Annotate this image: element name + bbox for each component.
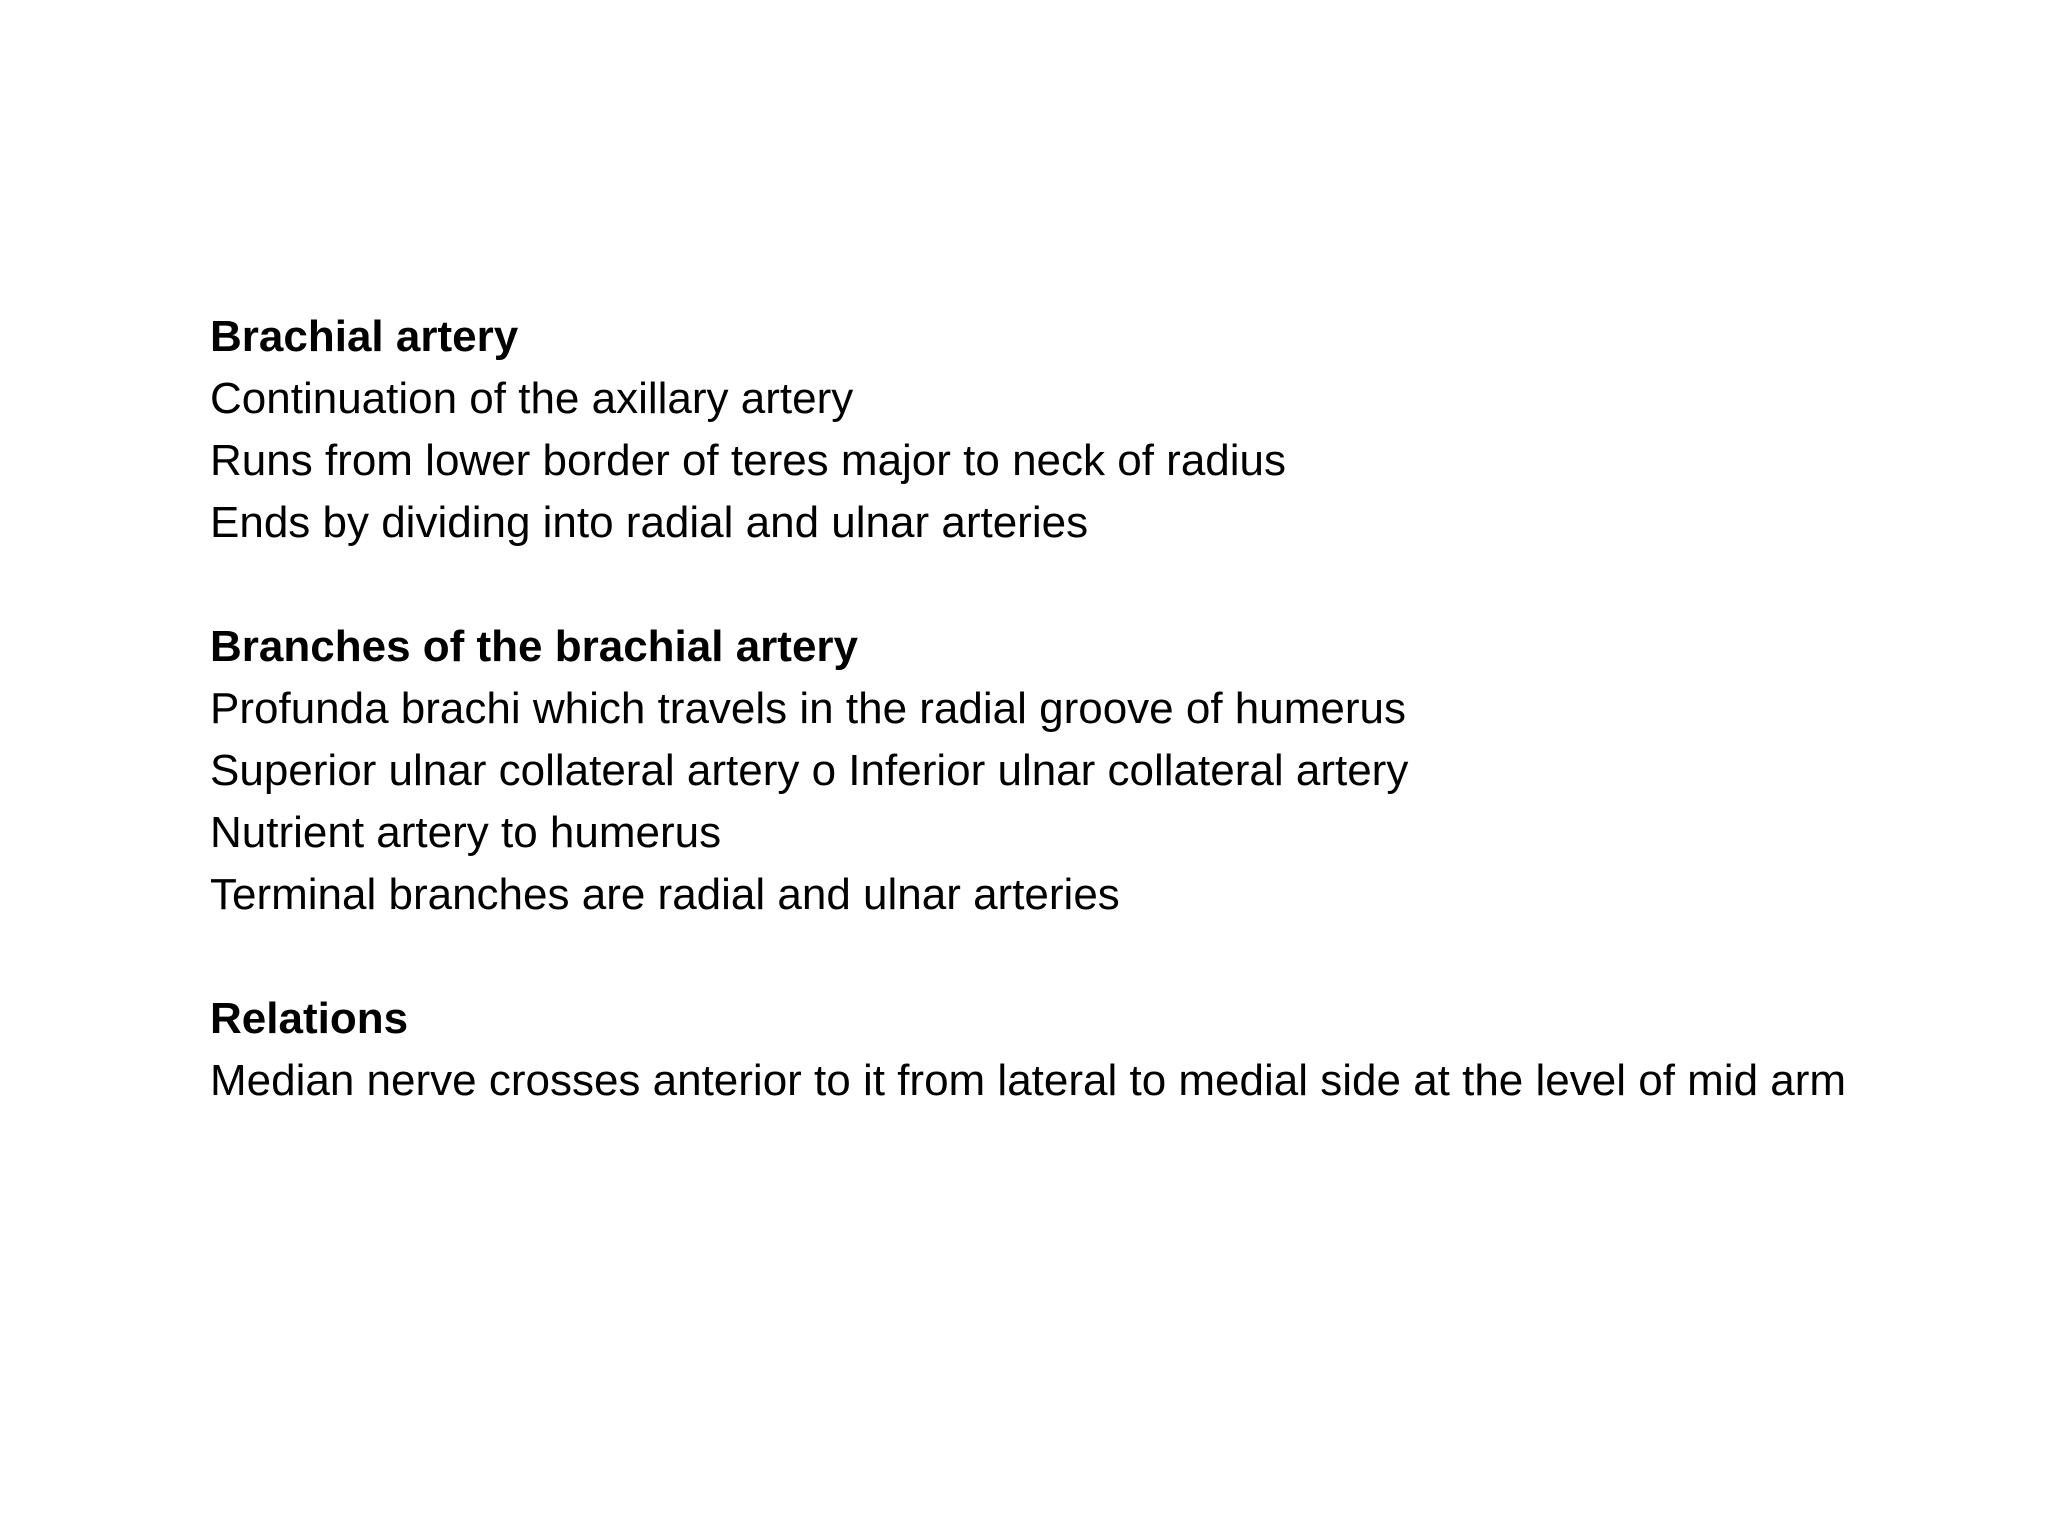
section-heading: Branches of the brachial artery	[210, 622, 859, 671]
slide-body	[210, 306, 1850, 1112]
section-heading: Relations	[210, 994, 409, 1043]
body-line: Terminal branches are radial and ulnar arteries	[210, 870, 1120, 919]
section-relations	[210, 988, 1850, 1112]
section-heading: Brachial artery	[210, 312, 519, 361]
body-line: Continuation of the axillary artery	[210, 374, 854, 423]
body-line: Runs from lower border of teres major to neck of radius	[210, 436, 1287, 485]
body-line: Nutrient artery to humerus	[210, 808, 722, 857]
body-line: Ends by dividing into radial and ulnar arteries	[210, 498, 1089, 547]
body-line: Profunda brachi which travels in the radial groove of humerus	[210, 684, 1406, 733]
section-brachial-artery	[210, 306, 1850, 554]
body-line: Superior ulnar collateral artery o Inferior ulnar collateral artery	[210, 746, 1409, 795]
section-branches	[210, 616, 1850, 926]
body-line: Median nerve crosses anterior to it from lateral to medial side at the level of mid arm	[210, 1056, 1847, 1105]
